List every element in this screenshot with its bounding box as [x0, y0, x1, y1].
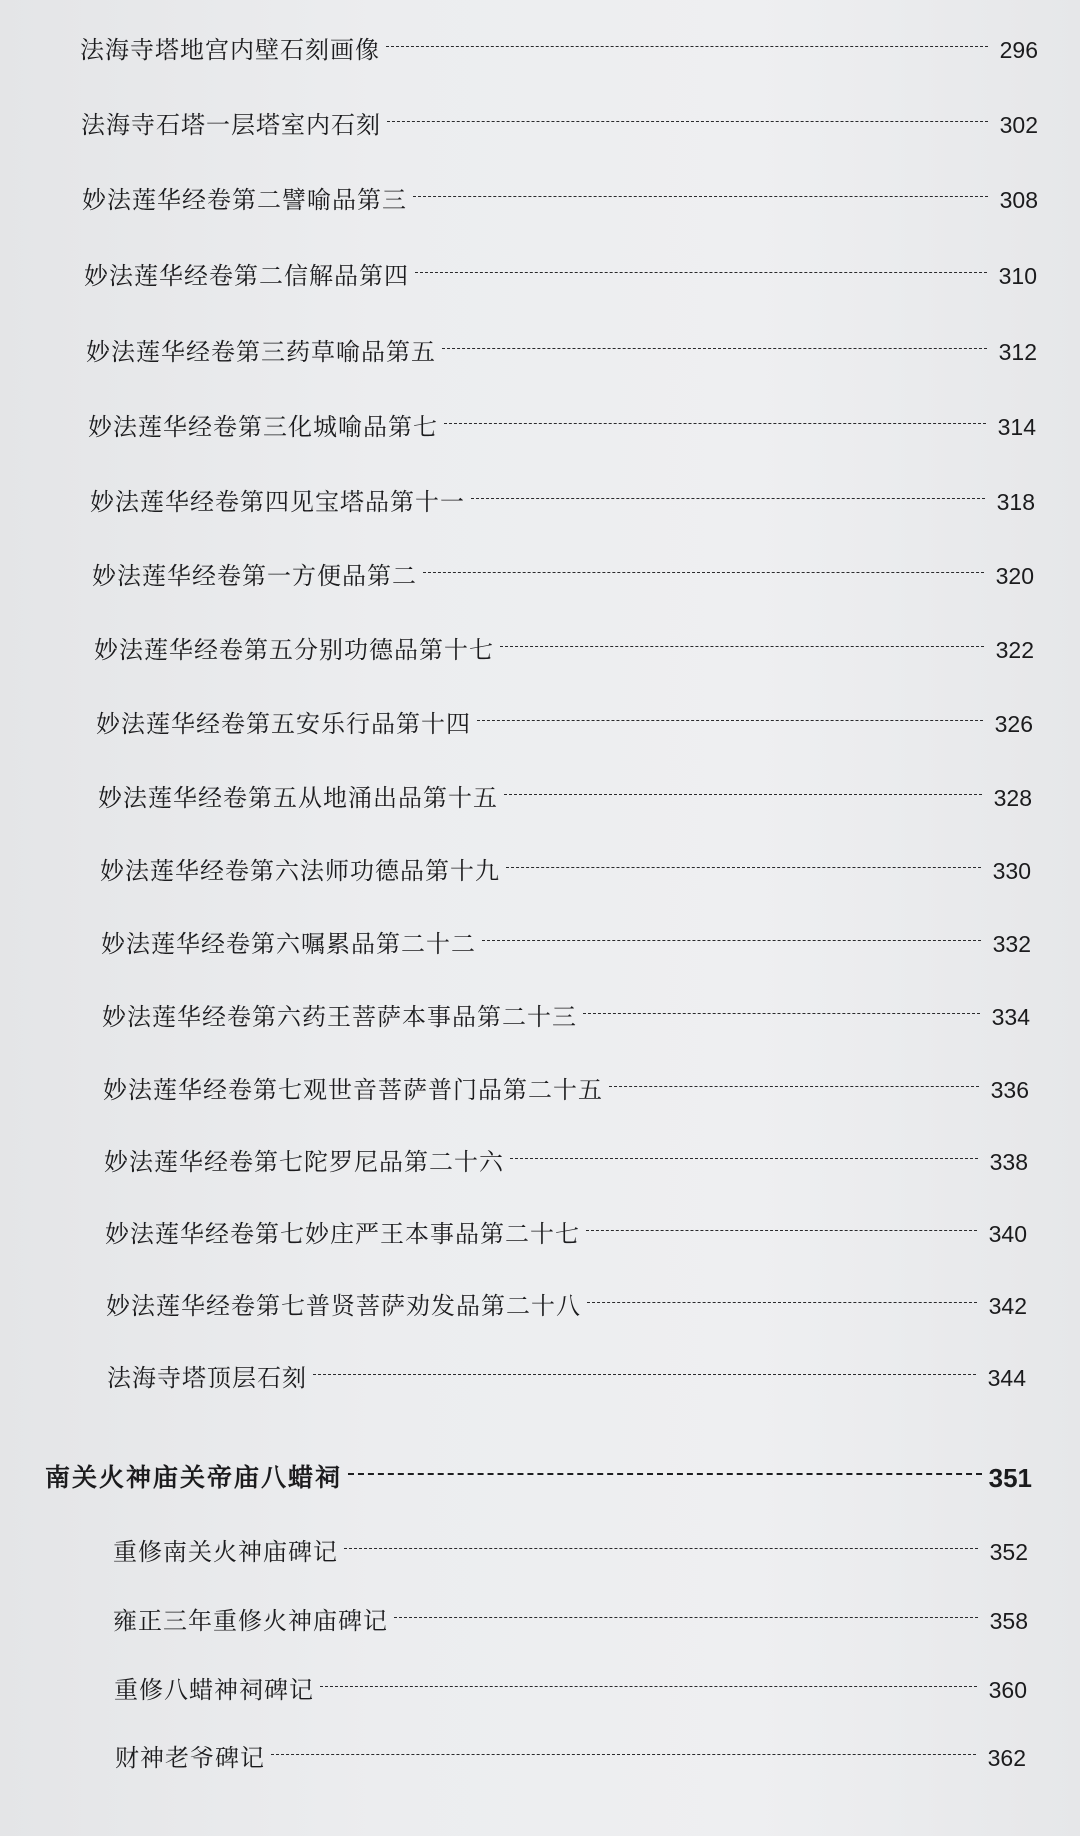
dot-leader	[387, 121, 988, 122]
dot-leader	[423, 572, 984, 573]
toc-entry-page: 310	[998, 263, 1037, 289]
toc-entry-page: 360	[988, 1677, 1027, 1703]
dot-leader	[415, 272, 987, 273]
toc-entry	[105, 1214, 1027, 1254]
toc-entry-title: 妙法莲华经卷第七普贤菩萨劝发品第二十八	[106, 1292, 581, 1320]
toc-entry-title: 妙法莲华经卷第二譬喻品第三	[82, 186, 407, 214]
toc-entry	[94, 630, 1034, 670]
toc-entry-page: 330	[992, 858, 1031, 884]
toc-entry-page: 328	[993, 785, 1032, 811]
toc-entry-title: 妙法莲华经卷第七陀罗尼品第二十六	[104, 1148, 504, 1176]
dot-leader	[500, 646, 984, 647]
toc-entry	[90, 482, 1035, 522]
dot-leader	[482, 940, 981, 941]
dot-leader	[504, 794, 982, 795]
dot-leader	[477, 720, 983, 721]
toc-entry-title: 妙法莲华经卷第五安乐行品第十四	[96, 710, 471, 738]
toc-entry-page: 358	[989, 1608, 1028, 1634]
section-page: 351	[988, 1463, 1032, 1493]
toc-entry	[115, 1738, 1026, 1778]
toc-entry-page: 320	[995, 563, 1034, 589]
toc-entry-title: 雍正三年重修火神庙碑记	[113, 1607, 388, 1635]
toc-entry-page: 312	[998, 339, 1037, 365]
toc-entry-title: 妙法莲华经卷第六法师功德品第十九	[100, 857, 500, 885]
toc-entry	[82, 180, 1038, 220]
toc-entry-title: 妙法莲华经卷第六药王菩萨本事品第二十三	[102, 1003, 577, 1031]
toc-entry-page: 326	[994, 711, 1033, 737]
toc-entry	[86, 332, 1037, 372]
dot-leader	[506, 867, 981, 868]
toc-entry-title: 妙法莲华经卷第三化城喻品第七	[88, 413, 438, 441]
toc-entry-title: 妙法莲华经卷第七妙庄严王本事品第二十七	[105, 1220, 580, 1248]
toc-entry-title: 妙法莲华经卷第三药草喻品第五	[86, 338, 436, 366]
toc-entry-page: 318	[996, 489, 1035, 515]
toc-entry	[113, 1601, 1028, 1641]
dot-leader	[510, 1158, 978, 1159]
toc-entry	[104, 1142, 1028, 1182]
dot-leader	[271, 1754, 976, 1755]
toc-entry-page: 340	[988, 1221, 1027, 1247]
dot-leader	[313, 1374, 976, 1375]
toc-section-heading	[45, 1458, 1032, 1498]
toc-entry-title: 法海寺石塔一层塔室内石刻	[81, 111, 381, 139]
toc-entry-page: 336	[990, 1077, 1029, 1103]
toc-entry-title: 重修八蜡神祠碑记	[114, 1676, 314, 1704]
toc-entry-page: 338	[989, 1149, 1028, 1175]
toc-entry	[81, 105, 1038, 145]
toc-entry	[84, 256, 1037, 296]
toc-entry-page: 362	[987, 1745, 1026, 1771]
toc-entry-title: 妙法莲华经卷第六嘱累品第二十二	[101, 930, 476, 958]
dot-leader	[471, 498, 985, 499]
toc-entry-title: 法海寺塔顶层石刻	[107, 1364, 307, 1392]
dot-leader	[344, 1548, 978, 1549]
toc-entry	[114, 1670, 1027, 1710]
toc-entry	[113, 1532, 1028, 1572]
toc-entry	[98, 778, 1032, 818]
dot-leader	[413, 196, 988, 197]
dot-leader	[609, 1086, 979, 1087]
toc-entry	[92, 556, 1034, 596]
toc-entry-page: 352	[989, 1539, 1028, 1565]
toc-entry	[96, 704, 1033, 744]
toc-entry-page: 296	[999, 37, 1038, 63]
dot-leader	[386, 46, 988, 47]
toc-entry-title: 妙法莲华经卷第五分别功德品第十七	[94, 636, 494, 664]
toc-entry-title: 妙法莲华经卷第二信解品第四	[84, 262, 409, 290]
dot-leader	[348, 1473, 982, 1475]
dot-leader	[442, 348, 987, 349]
toc-entry	[102, 997, 1030, 1037]
toc-entry-title: 法海寺塔地宫内壁石刻画像	[80, 36, 380, 64]
toc-entry-title: 妙法莲华经卷第七观世音菩萨普门品第二十五	[103, 1076, 603, 1104]
toc-entry-title: 妙法莲华经卷第一方便品第二	[92, 562, 417, 590]
toc-entry-title: 妙法莲华经卷第四见宝塔品第十一	[90, 488, 465, 516]
toc-entry-page: 332	[992, 931, 1031, 957]
toc-entry-title: 重修南关火神庙碑记	[113, 1538, 338, 1566]
toc-entry-page: 322	[995, 637, 1034, 663]
dot-leader	[320, 1686, 977, 1687]
toc-entry	[100, 851, 1031, 891]
toc-entry-page: 314	[997, 414, 1036, 440]
dot-leader	[586, 1230, 977, 1231]
dot-leader	[394, 1617, 978, 1618]
toc-entry-page: 302	[999, 112, 1038, 138]
section-title: 南关火神庙关帝庙八蜡祠	[45, 1463, 343, 1492]
toc-entry	[101, 924, 1031, 964]
toc-entry	[80, 30, 1038, 70]
toc-entry-page: 342	[988, 1293, 1027, 1319]
dot-leader	[587, 1302, 977, 1303]
toc-entry-title: 妙法莲华经卷第五从地涌出品第十五	[98, 784, 498, 812]
toc-entry	[103, 1070, 1029, 1110]
toc-entry-page: 344	[987, 1365, 1026, 1391]
toc-entry	[107, 1358, 1026, 1398]
toc-entry-title: 财神老爷碑记	[115, 1744, 265, 1772]
toc-entry-page: 334	[991, 1004, 1030, 1030]
dot-leader	[444, 423, 986, 424]
toc-entry-page: 308	[999, 187, 1038, 213]
toc-entry	[106, 1286, 1027, 1326]
dot-leader	[583, 1013, 980, 1014]
toc-entry	[88, 407, 1036, 447]
